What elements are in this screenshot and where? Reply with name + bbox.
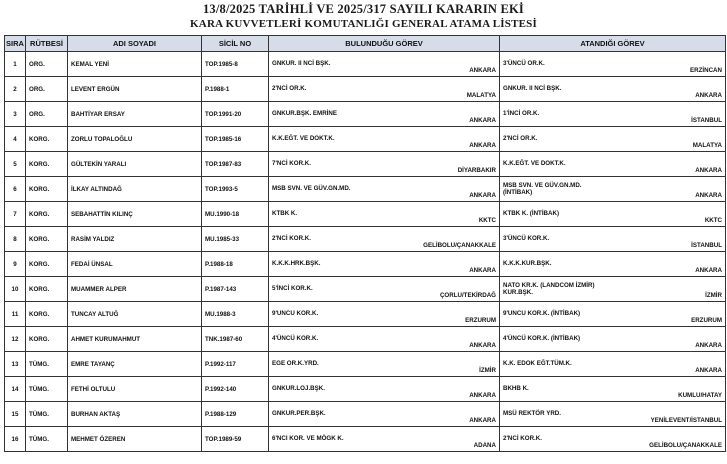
row-atandigi-gorev [500, 427, 726, 452]
table-row [5, 127, 726, 152]
row-sicil-no: P.1987-143 [202, 277, 269, 302]
row-bulundugu-gorev-text: 2'NCİ KOR.K. [272, 235, 311, 243]
row-atandigi-gorev-text: MSÜ REKTÖR YRD. [503, 410, 561, 418]
row-bulundugu-gorev-text: 5'İNCİ KOR.K. [272, 285, 313, 293]
row-bulundugu-gorev-text: 4'ÜNCÜ KOR.K. [272, 335, 319, 343]
row-sicil-no: MU.1990-18 [202, 202, 269, 227]
row-bulundugu-gorev-text: MSB SVN. VE GÜV.GN.MD. [272, 185, 351, 193]
header-atandigi-gorev: ATANDIĞI GÖREV [500, 36, 726, 52]
row-bulundugu-gorev [269, 127, 500, 152]
table-row [5, 277, 726, 302]
row-adi-soyadi: KEMAL YENİ [68, 52, 202, 77]
row-rutbe: TÜMG. [26, 377, 68, 402]
row-adi-soyadi: İLKAY ALTINDAĞ [68, 177, 202, 202]
row-atandigi-gorev-city: ERZİNCAN [690, 67, 722, 74]
row-sicil-no: TNK.1987-60 [202, 327, 269, 352]
row-sira: 10 [5, 277, 26, 302]
row-rutbe: KORG. [26, 277, 68, 302]
row-atandigi-gorev [500, 227, 726, 252]
row-rutbe: ORG. [26, 77, 68, 102]
row-sira: 15 [5, 402, 26, 427]
table-row [5, 52, 726, 77]
row-bulundugu-gorev-text: EGE OR.K.YRD. [272, 360, 319, 368]
row-bulundugu-gorev [269, 52, 500, 77]
row-bulundugu-gorev-city: MALATYA [466, 92, 496, 99]
row-adi-soyadi: TUNCAY ALTUĞ [68, 302, 202, 327]
row-bulundugu-gorev-city: ANKARA [469, 267, 496, 274]
row-sicil-no: MU.1985-33 [202, 227, 269, 252]
row-adi-soyadi: AHMET KURUMAHMUT [68, 327, 202, 352]
table-row [5, 152, 726, 177]
row-rutbe: KORG. [26, 202, 68, 227]
row-adi-soyadi: BAHTİYAR ERSAY [68, 102, 202, 127]
row-sicil-no: P.1988-1 [202, 77, 269, 102]
row-atandigi-gorev-text: 2'NCİ OR.K. [503, 135, 538, 143]
table-row [5, 202, 726, 227]
row-sira: 6 [5, 177, 26, 202]
row-bulundugu-gorev-text: 9'UNCU KOR.K. [272, 310, 319, 318]
row-atandigi-gorev [500, 202, 726, 227]
table-row [5, 227, 726, 252]
document-subtitle: KARA KUVVETLERİ KOMUTANLIĞI GENERAL ATAMA LİSTESİ [190, 18, 537, 30]
row-sicil-no: MU.1988-3 [202, 302, 269, 327]
row-rutbe: TÜMG. [26, 352, 68, 377]
row-sira: 9 [5, 252, 26, 277]
row-atandigi-gorev-city: YENİLEVENT/İSTANBUL [650, 417, 722, 424]
row-bulundugu-gorev-city: ANKARA [469, 117, 496, 124]
row-atandigi-gorev [500, 302, 726, 327]
table-row [5, 302, 726, 327]
row-sira: 5 [5, 152, 26, 177]
row-sira: 7 [5, 202, 26, 227]
row-sicil-no: TOP.1989-59 [202, 427, 269, 452]
row-bulundugu-gorev-text: 6'NCI KOR. VE MÖGK K. [272, 435, 344, 443]
table-row [5, 252, 726, 277]
row-bulundugu-gorev [269, 152, 500, 177]
row-atandigi-gorev-city: ANKARA [695, 267, 722, 274]
row-rutbe: ORG. [26, 52, 68, 77]
row-atandigi-gorev [500, 102, 726, 127]
row-bulundugu-gorev-text: 2'NCİ OR.K. [272, 85, 307, 93]
row-atandigi-gorev-text: 3'ÜNCÜ KOR.K. [503, 235, 550, 243]
row-bulundugu-gorev-text: K.K.K.HRK.BŞK. [272, 260, 321, 268]
row-atandigi-gorev-text: K.K.EĞT. VE DOKT.K. [503, 160, 566, 168]
row-atandigi-gorev-text: K.K.K.KUR.BŞK. [503, 260, 552, 268]
row-bulundugu-gorev-text: KTBK K. [272, 210, 298, 218]
row-sicil-no: TOP.1985-16 [202, 127, 269, 152]
row-bulundugu-gorev-city: ANKARA [469, 67, 496, 74]
row-adi-soyadi: MUAMMER ALPER [68, 277, 202, 302]
row-rutbe: TÜMG. [26, 402, 68, 427]
row-atandigi-gorev-text: K.K. EDOK EĞT.TÜM.K. [503, 360, 572, 368]
row-bulundugu-gorev-text: GNKUR.LOJ.BŞK. [272, 385, 325, 393]
row-sira: 14 [5, 377, 26, 402]
row-bulundugu-gorev-text: GNKUR. II NCİ BŞK. [272, 60, 331, 68]
header-adi-soyadi: ADI SOYADI [68, 36, 202, 52]
row-bulundugu-gorev [269, 177, 500, 202]
row-bulundugu-gorev [269, 427, 500, 452]
row-bulundugu-gorev [269, 327, 500, 352]
row-bulundugu-gorev [269, 377, 500, 402]
table-row [5, 377, 726, 402]
row-rutbe: KORG. [26, 252, 68, 277]
row-atandigi-gorev-city: ERZURUM [691, 317, 722, 324]
row-atandigi-gorev-text: 1'İNCİ OR.K. [503, 110, 540, 118]
row-atandigi-gorev-city: KKTC [704, 217, 722, 224]
row-sira: 8 [5, 227, 26, 252]
row-rutbe: KORG. [26, 127, 68, 152]
row-atandigi-gorev-city: ANKARA [695, 342, 722, 349]
row-atandigi-gorev [500, 352, 726, 377]
row-sicil-no: P.1988-129 [202, 402, 269, 427]
row-sira: 11 [5, 302, 26, 327]
row-bulundugu-gorev [269, 227, 500, 252]
row-atandigi-gorev-city: ANKARA [695, 92, 722, 99]
row-bulundugu-gorev [269, 277, 500, 302]
row-sicil-no: TOP.1993-5 [202, 177, 269, 202]
row-rutbe: KORG. [26, 227, 68, 252]
row-bulundugu-gorev-city: ANKARA [469, 342, 496, 349]
row-bulundugu-gorev-city: ADANA [473, 442, 496, 449]
header-rutbe: RÜTBESİ [26, 36, 68, 52]
row-bulundugu-gorev-city: DİYARBAKIR [457, 167, 496, 174]
row-atandigi-gorev-city: MALATYA [692, 142, 722, 149]
row-sicil-no: P.1992-117 [202, 352, 269, 377]
row-rutbe: ORG. [26, 102, 68, 127]
row-adi-soyadi: LEVENT ERGÜN [68, 77, 202, 102]
row-atandigi-gorev-text: 4'ÜNCÜ KOR.K. (İNTİBAK) [503, 335, 581, 343]
table-row [5, 352, 726, 377]
row-rutbe: KORG. [26, 302, 68, 327]
row-adi-soyadi: FETHİ OLTULU [68, 377, 202, 402]
row-bulundugu-gorev-city: KKTC [478, 217, 496, 224]
row-atandigi-gorev-city: ANKARA [695, 367, 722, 374]
row-atandigi-gorev-city: İSTANBUL [691, 242, 722, 249]
row-adi-soyadi: RASİM YALDIZ [68, 227, 202, 252]
row-bulundugu-gorev-text: 7'NCİ KOR.K. [272, 160, 311, 168]
row-atandigi-gorev [500, 377, 726, 402]
row-bulundugu-gorev-city: İZMİR [479, 367, 496, 374]
row-bulundugu-gorev-city: ERZURUM [465, 317, 496, 324]
row-bulundugu-gorev-text: GNKUR.PER.BŞK. [272, 410, 326, 418]
row-atandigi-gorev-text: BKHB K. [503, 385, 529, 393]
row-sicil-no: P.1992-140 [202, 377, 269, 402]
row-bulundugu-gorev-text: GNKUR.BŞK. EMRİNE [272, 110, 337, 118]
row-sicil-no: P.1988-18 [202, 252, 269, 277]
row-adi-soyadi: SEBAHATTİN KILINÇ [68, 202, 202, 227]
row-atandigi-gorev [500, 52, 726, 77]
table-row [5, 77, 726, 102]
row-sira: 3 [5, 102, 26, 127]
row-atandigi-gorev [500, 177, 726, 202]
table-row [5, 102, 726, 127]
row-bulundugu-gorev [269, 402, 500, 427]
row-atandigi-gorev-city: İZMİR [705, 292, 722, 299]
row-atandigi-gorev-city: ANKARA [695, 192, 722, 199]
row-sira: 2 [5, 77, 26, 102]
row-atandigi-gorev-city: İSTANBUL [691, 117, 722, 124]
row-sira: 4 [5, 127, 26, 152]
row-sicil-no: TOP.1985-8 [202, 52, 269, 77]
row-atandigi-gorev-text: KTBK K. (İNTİBAK) [503, 210, 560, 218]
row-adi-soyadi: ZORLU TOPALOĞLU [68, 127, 202, 152]
table-row [5, 402, 726, 427]
row-sira: 13 [5, 352, 26, 377]
row-bulundugu-gorev [269, 352, 500, 377]
row-atandigi-gorev-text: 3'ÜNCÜ OR.K. [503, 60, 545, 68]
row-bulundugu-gorev-city: ÇORLU/TEKİRDAĞ [439, 292, 496, 299]
row-atandigi-gorev-text: 9'UNCU KOR.K. (İNTİBAK) [503, 310, 581, 318]
row-atandigi-gorev-text: 2'NCİ KOR.K. [503, 435, 542, 443]
row-adi-soyadi: BURHAN AKTAŞ [68, 402, 202, 427]
row-bulundugu-gorev-text: K.K.EĞT. VE DOKT.K. [272, 135, 335, 143]
row-bulundugu-gorev [269, 77, 500, 102]
header-bulundugu-gorev: BULUNDUĞU GÖREV [269, 36, 500, 52]
table-row [5, 427, 726, 452]
row-bulundugu-gorev-city: ANKARA [469, 192, 496, 199]
row-sicil-no: TOP.1987-83 [202, 152, 269, 177]
row-adi-soyadi: FEDAİ ÜNSAL [68, 252, 202, 277]
table-header-row [5, 36, 726, 52]
table-row [5, 177, 726, 202]
row-atandigi-gorev-city: KUMLU/HATAY [678, 392, 722, 399]
row-rutbe: TÜMG. [26, 427, 68, 452]
row-sicil-no: TOP.1991-20 [202, 102, 269, 127]
row-atandigi-gorev [500, 77, 726, 102]
row-atandigi-gorev-city: ANKARA [695, 167, 722, 174]
row-atandigi-gorev [500, 277, 726, 302]
row-bulundugu-gorev [269, 302, 500, 327]
row-sira: 16 [5, 427, 26, 452]
row-sira: 12 [5, 327, 26, 352]
assignment-table [4, 35, 726, 452]
row-bulundugu-gorev-city: ANKARA [469, 417, 496, 424]
row-adi-soyadi: EMRE TAYANÇ [68, 352, 202, 377]
row-bulundugu-gorev [269, 102, 500, 127]
row-bulundugu-gorev-city: ANKARA [469, 142, 496, 149]
row-adi-soyadi: GÜLTEKİN YARALI [68, 152, 202, 177]
row-adi-soyadi: MEHMET ÖZEREN [68, 427, 202, 452]
row-bulundugu-gorev [269, 252, 500, 277]
row-atandigi-gorev-text: GNKUR. II NCİ BŞK. [503, 85, 562, 93]
table-row [5, 327, 726, 352]
row-atandigi-gorev-city: GELİBOLU/ÇANAKKALE [649, 442, 722, 449]
row-atandigi-gorev [500, 402, 726, 427]
row-atandigi-gorev [500, 152, 726, 177]
document-title: 13/8/2025 TARİHLİ VE 2025/317 SAYILI KARARIN EKİ [202, 2, 524, 16]
row-atandigi-gorev [500, 327, 726, 352]
row-bulundugu-gorev-city: ANKARA [469, 392, 496, 399]
row-bulundugu-gorev-city: GELİBOLU/ÇANAKKALE [423, 242, 496, 249]
row-atandigi-gorev-text: MSB SVN. VE GÜV.GN.MD. (İNTİBAK) [503, 181, 582, 196]
row-rutbe: KORG. [26, 177, 68, 202]
row-atandigi-gorev [500, 252, 726, 277]
header-sira: SIRA [5, 36, 26, 52]
row-atandigi-gorev [500, 127, 726, 152]
row-rutbe: KORG. [26, 152, 68, 177]
header-sicil-no: SİCİL NO [202, 36, 269, 52]
row-bulundugu-gorev [269, 202, 500, 227]
row-rutbe: KORG. [26, 327, 68, 352]
row-atandigi-gorev-text: NATO KR.K. (LANDCOM İZMİR) KUR.BŞK. [503, 281, 595, 296]
row-sira: 1 [5, 52, 26, 77]
